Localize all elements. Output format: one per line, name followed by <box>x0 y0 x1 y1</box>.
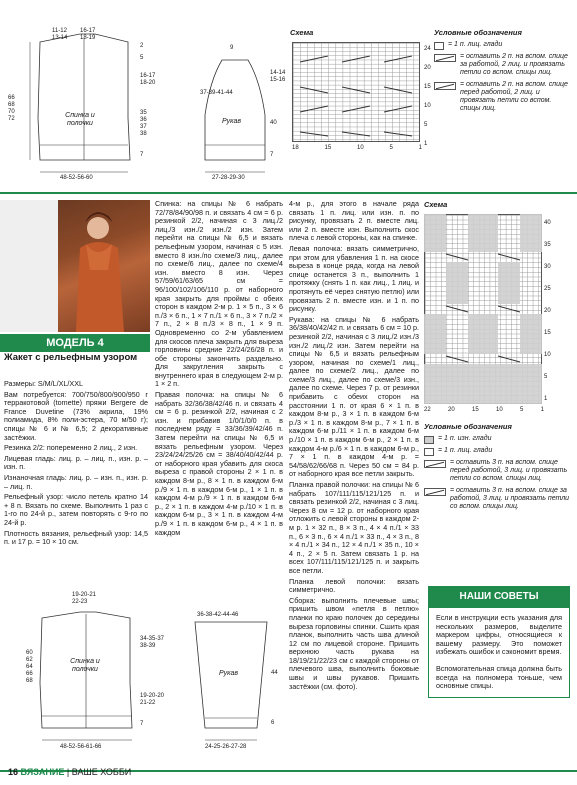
schema-1: Схема 24 20 15 10 5 1 18 15 10 5 1 Условные обозначения = 1 п. лиц. глади = оставить 2 п. на вспом. спице за работой, 2 лиц. и провязать петли со вспом. спицы лиц. = оставить 2 п. на вспом. спице перед работой, 2 лиц. и провязать петли со вспом. спицы лиц. <box>290 28 568 151</box>
knit-stitch-symbol <box>424 448 434 456</box>
sleeve-bottom: 36-38-42-44-46 44 6 Рукав 24-25-26-27-28 <box>175 610 287 760</box>
purl-stitch-symbol <box>424 436 434 444</box>
tips-box <box>428 586 570 698</box>
text-column-1: Размеры: S/M/L/XL/XXL Вам потребуется: 700/750/800/900/950 г терракотовой (tomette) пряжи Bergere de France Duvetine (73% акрила, 19% полиамида, 8% поли-эстера, 70 м/50 г); спицы № 6 и № 6,5; 2 декоративные застёжки. Резинка 2/2: попеременно 2 лиц., 2 изн. Лицевая гладь: лиц. р. – лиц. п., изн. р. – изн. п. Изнаночная гладь: лиц. р. – изн. п., изн. р. – лиц. п. Рельефный узор: число петель кратно 14 + 8 п. Вязать по схеме. Выполнить 1 раз с 1-го по 24-й р., затем повторять с 9-го по 24-й р. Плотность вязания, рельефный узор: 14,5 п. и 17 р. = 10 × 10 см. <box>4 379 148 547</box>
magazine-subtitle: | ВАШЕ ХОББИ <box>66 767 132 777</box>
pattern-body-top: 11-12 13-14 16-17 18-19 2 5 16-17 18-20 66 68 70 72 35 36 37 38 7 Спинка и полочки 48-52-56-60 <box>0 0 175 190</box>
schema-1-cables <box>292 42 420 142</box>
page-footer <box>8 767 131 777</box>
model-figure <box>58 200 150 332</box>
sleeve-top: 9 37-39-41-44 14-14 15-16 40 7 Рукав 27-28-29-30 <box>180 0 290 190</box>
sleeve-outline-diagram-2 <box>175 610 287 760</box>
schema-2: Схема 40 35 30 25 20 15 10 5 1 22 20 15 10 5 1 Условные обозначения = 1 п. изн. глади = 1 п. лиц. глади = оставить 3 п. на вспом. спице перед работой, 3 лиц. и провязать петли со вспом. спицы лиц. = оставить 3 п. на вспом. спице за работой, 3 лиц. и провязать петли со вспом. спицы лиц. <box>424 200 570 511</box>
photo-background <box>0 200 58 332</box>
model-photo <box>58 200 150 332</box>
cable-back-symbol <box>424 488 446 496</box>
magazine-name: ВЯЗАНИЕ <box>20 767 65 777</box>
section-divider <box>0 192 577 194</box>
schema-2-shading <box>424 214 542 404</box>
tips-header: НАШИ СОВЕТЫ <box>428 586 570 607</box>
tips-body: Если в инструкции есть указания для нескольких размеров, выделите маркером цифры, относящиеся к вашему размеру. Это поможет избежать ошибок и сэкономит время. Вспомогательная спица должна быть всегда на полномера тоньше, чем основные спицы. <box>428 607 570 698</box>
body-label: Спинка и полочки <box>65 112 95 128</box>
cable-front-symbol <box>434 82 456 90</box>
pattern-body-bottom: 19-20-21 22-23 60 62 64 66 68 34-35-37 38-39 19-20-20 21-22 7 Спинка и полочки 48-52-56-61-66 <box>0 588 170 758</box>
text-column-3: 4-м р., для этого в начале ряда связать 1 п. лиц. или изн. п. по рисунку, провязать 2 п. вместе лиц. или 2 п. вместе изн. Выполнить скос плеча с левой стороны, как на спинке. Левая полочка: вязать симметрично, при этом для убавления 1 п. на скосе выреза в конце ряда, когда на левой спице останется 3 п., выполнить 1 протяжку (снять 1 п. как лиц., 1 лиц. и протянуть её через снятую петлю) или провязать 2 п. вместе изн. и 1 п. по рисунку. Рукава: на спицы № 6 набрать 36/38/40/42/42 п. и связать 6 см = 10 р. резинкой 2/2, начиная с 3 лиц./2 изн./3 изн./2 лиц./2 изн. Затем перейти на спицы № 6,5 и вязать рельефным узором, начиная по схеме/1 лиц., далее по схеме/2 лиц., далее по схеме/3 лиц., далее по схеме/3 изн., далее по схеме. Через 7 р. от резинки прибавить с обеих сторон на расстоянии 1 п. от края 6 × 1 п. в каждом 8-м р., 3 × 1 п. в каждом 6-м р./3 × 1 п. в каждом 8-м р., 7 × 1 п. в каждом 6-м р./11 × 1 п. в каждом 6-м р./10 × 1 п. в каждом 6-м р., 2 × 1 п. в каждом 4-м р./6 × 1 п. в каждом 6-м р., 7 × 1 п. в каждом 4-м р. = 54/58/62/66/68 п. Через 50 см = 84 р. от наборного края все петли закрыть. Планка правой полочки: на спицы № 6 набрать 107/111/115/121/125 п. и связать резинкой 2/2, начиная с 3 лиц. Через 8 см = 12 р. от наборного края отложить с левой стороны в каждом 2-м р. 1 × 32 п., 8 × 3 п., 4 × 4 п./1 × 33 п., 6 × 3 п., 6 × 4 п./1 × 33 п., 4 × 3 п., 8 × 4 п./1 × 34 п., 12 × 4 п./1 × 35 п., 10 × 4 п., 2 × 5 п. Затем связать 1 р. на всех 107/111/115/121/125 п. и закрыть все петли. Планка левой полочки: вязать симметрично. Сборка: выполнить плечевые швы; пришить швом «петля в петлю» планки по краю полочек до середины выреза горловины спинки. Сшить края планок, выполнить часть шва длиной 12 см по лицевой стороне. Пришить верхнюю часть рукава на 18/19/21/22/23 см с каждой стороны от плечевого шва, выполнить боковые швы и швы рукавов. Пришить застёжки (см. фото). <box>289 200 419 691</box>
cable-front-symbol <box>424 460 446 468</box>
model-banner: МОДЕЛЬ 4 <box>0 334 150 352</box>
page-number: 16 <box>8 767 19 777</box>
sleeve-outline-diagram <box>180 0 290 190</box>
text-column-2: Спинка: на спицы № 6 набрать 72/78/84/90/98 п. и связать 4 см = 6 р. резинкой 2/2, начиная с 3 лиц./2 лиц./3 изн./2 изн./2 изн. Затем перейти на спицы № 6,5 и вязать рельефным узором, начиная с 5 изн. вместо 8 изн./по схеме/3 лиц., далее по схеме/6 лиц., далее по схеме/4 изн. вместо 8 изн. Через 57/59/61/63/65 см = 96/100/102/106/110 р. от наборного края закрыть для проймы с обеих сторон в каждом 2-м р. 1 × 5 п., 3 × 6 п./3 × 6 п., 1 × 7 п./1 × 6 п., 3 × 7 п./2 × 7 п., 2 × 8 п./3 × 8 п., 1 × 9 п. Одновременно со 2-м убавлением для скосов плеча закрыть для выреза горловины средние 22/24/26/28 п. и обе стороны закончить раздельно. Для закругления закрыть с внутреннего края в следующем 2-м р. 1 × 2 п. Правая полочка: на спицы № 6 набрать 32/36/38/42/46 п. и связать 4 см = 6 р. резинкой 2/2, начиная с 2 изн. и прибавив 1/0/1/0/0 п. в последнем ряду = 33/36/39/42/46 п. Затем перейти на спицы № 6,5 и вязать рельефным узором. Через 23/24/24/25/26 см = 38/40/40/42/44 р. от наборного края убавить для скоса выреза с правой стороны 2 × 1 п. в каждом 8-м р., 8 × 1 п. в каждом 6-м р./9 × 1 п. в каждом 6-м р., 1 × 1 п. в каждом 4-м р./9 × 1 п. в каждом 6-м р., 2 × 1 п. в каждом 4-м р./10 × 1 п. в каждом 6-м р., 3 × 1 п. в каждом 4-м р./9 × 1 п. в каждом 6-м р., 4 × 1 п. в каждом <box>155 200 283 537</box>
model-title: Жакет с рельефным узором <box>4 352 138 363</box>
cable-back-symbol <box>434 54 456 62</box>
knit-stitch-symbol <box>434 42 444 50</box>
